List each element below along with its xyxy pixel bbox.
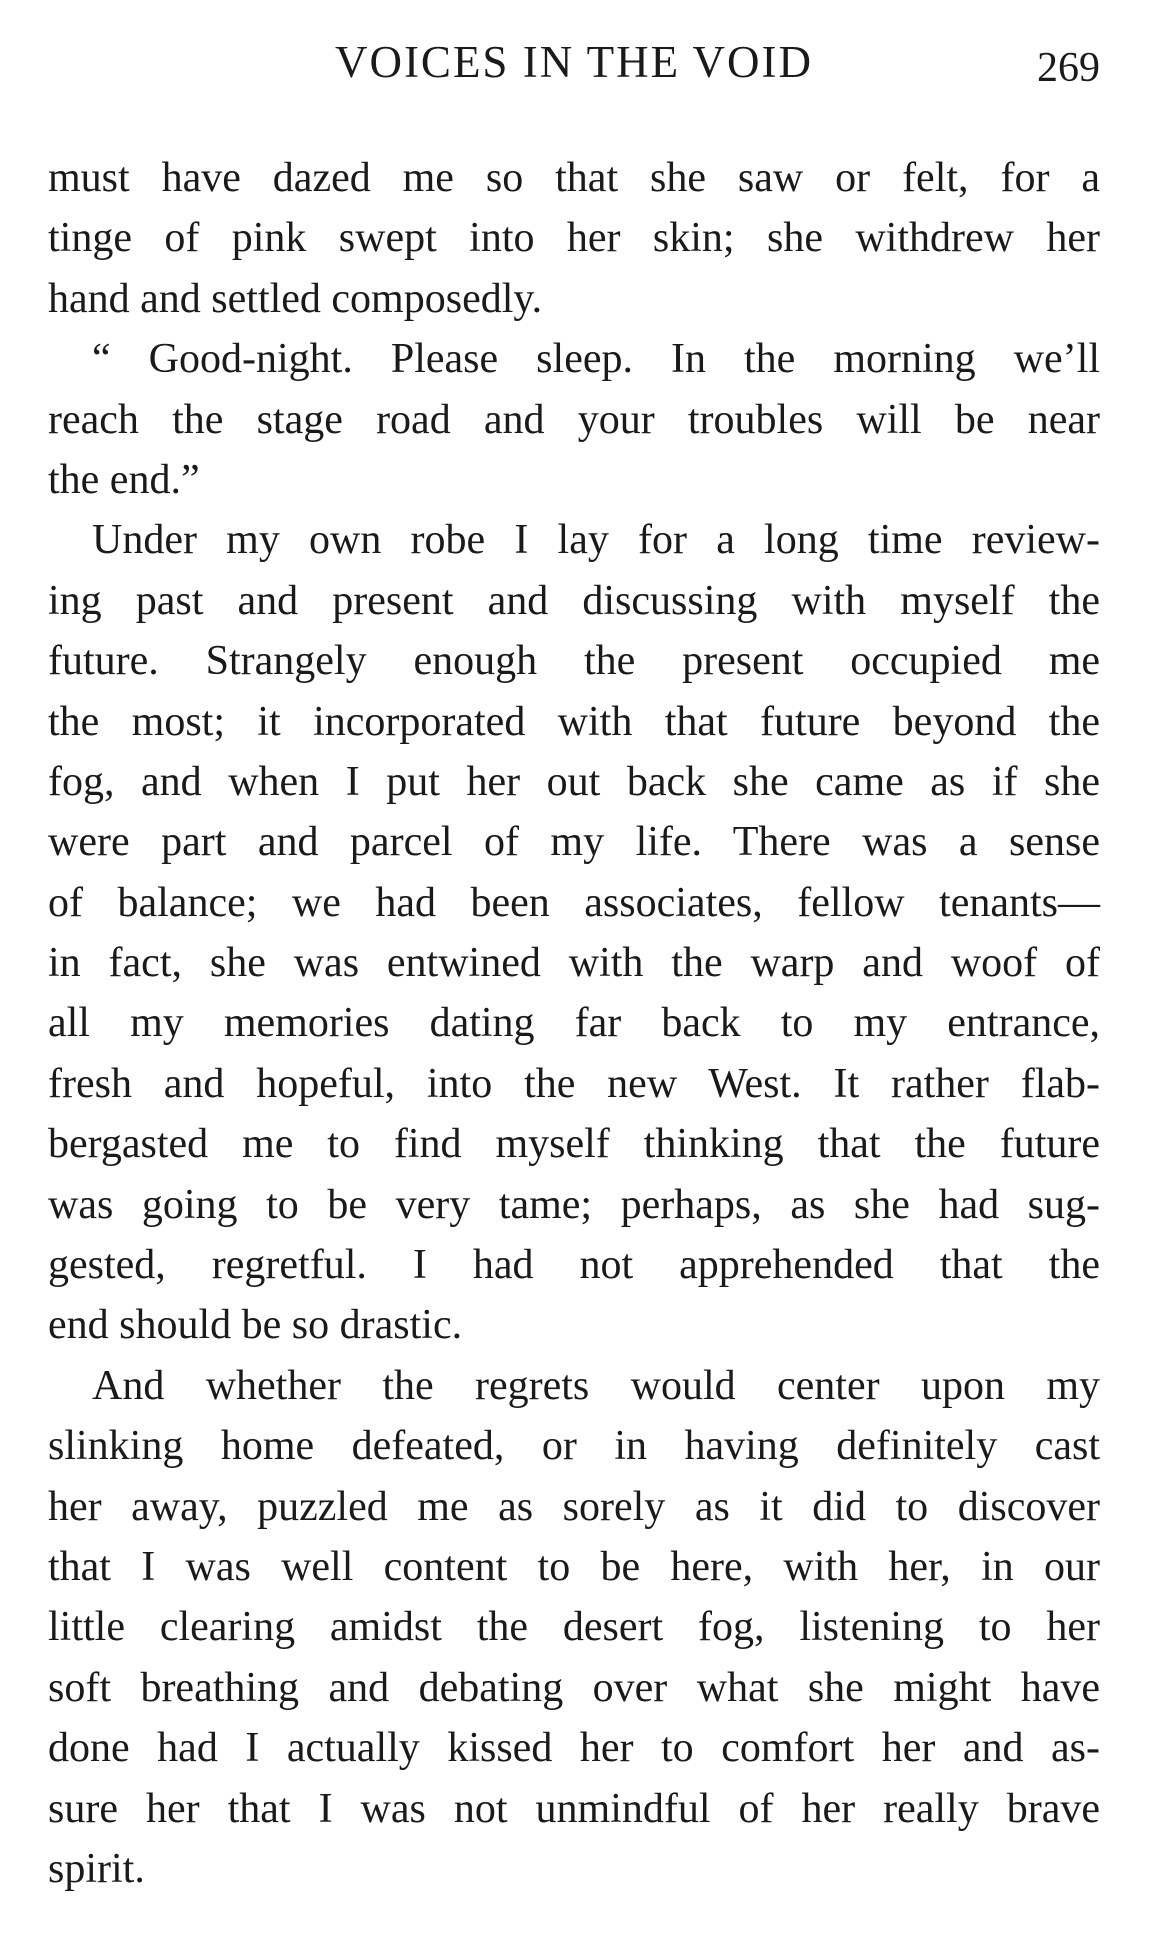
text-line: was going to be very tame; perhaps, as she had sug-	[48, 1181, 1100, 1228]
text-line: fog, and when I put her out back she came as if she	[48, 758, 1100, 805]
text-line: little clearing amidst the desert fog, listening to her	[48, 1604, 1100, 1651]
text-line: must have dazed me so that she saw or felt, for a	[48, 155, 1100, 201]
text-line: slinking home defeated, or in having definitely cast	[48, 1423, 1100, 1470]
text-line: the end.”	[48, 456, 200, 503]
text-line: done had I actually kissed her to comfort her and as-	[48, 1725, 1100, 1772]
running-title: VOICES IN THE VOID	[334, 37, 814, 87]
text-line: gested, regretful. I had not apprehended that the	[48, 1242, 1100, 1289]
text-line: all my memories dating far back to my entrance,	[48, 1000, 1100, 1047]
text-line: sure her that I was not unmindful of her really brave	[48, 1785, 1100, 1832]
text-line: spirit.	[48, 1845, 145, 1892]
text-line: in fact, she was entwined with the warp and woof of	[48, 940, 1100, 987]
text-line: her away, puzzled me as sorely as it did to discover	[48, 1483, 1100, 1530]
text-line: reach the stage road and your troubles will be near	[48, 396, 1100, 443]
text-line: ing past and present and discussing with myself the	[48, 577, 1100, 624]
running-head	[48, 32, 1100, 102]
page-number: 269	[1037, 45, 1100, 91]
text-line: “ Good-night. Please sleep. In the morning we’ll	[92, 336, 1100, 383]
text-line: were part and parcel of my life. There was a sense	[48, 819, 1100, 866]
body-text	[48, 148, 1100, 1899]
text-line: Under my own robe I lay for a long time review-	[92, 517, 1100, 564]
text-line: future. Strangely enough the present occupied me	[48, 638, 1100, 685]
book-page	[48, 32, 1100, 1899]
text-line: end should be so drastic.	[48, 1302, 463, 1349]
text-line: that I was well content to be here, with her, in our	[48, 1543, 1100, 1590]
text-line: soft breathing and debating over what she might have	[48, 1664, 1100, 1711]
text-line: tinge of pink swept into her skin; she withdrew her	[48, 215, 1100, 262]
text-line: hand and settled composedly.	[48, 275, 543, 322]
text-line: And whether the regrets would center upon my	[92, 1362, 1100, 1409]
text-line: bergasted me to find myself thinking that the future	[48, 1121, 1100, 1168]
text-line: the most; it incorporated with that future beyond the	[48, 698, 1100, 745]
text-line: of balance; we had been associates, fellow tenants—	[48, 879, 1100, 926]
text-line: fresh and hopeful, into the new West. It rather flab-	[48, 1060, 1100, 1107]
